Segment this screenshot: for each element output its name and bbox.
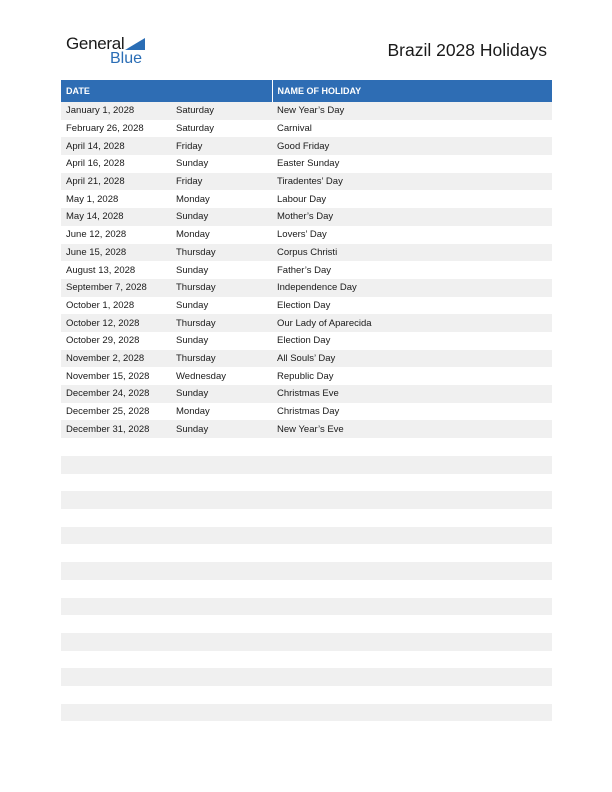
table-header-row [61,80,552,102]
holiday-date: November 15, 2028 [66,370,150,382]
table-row [61,190,552,208]
table-row [61,120,552,138]
holiday-weekday: Thursday [171,350,272,368]
holiday-weekday: Sunday [171,385,272,403]
empty-row [61,456,552,474]
holiday-date: November 2, 2028 [61,350,171,368]
table-row [61,102,552,120]
table-row [61,226,552,244]
logo-word-general: General [66,34,125,53]
table-row [61,208,552,226]
holiday-weekday: Sunday [176,158,209,170]
header-holiday-name: NAME OF HOLIDAY [272,80,552,102]
holiday-table [61,80,552,438]
page-title: Brazil 2028 Holidays [387,40,547,60]
holiday-name: New Year’s Day [272,102,552,120]
holiday-weekday: Thursday [171,279,272,297]
holiday-date: October 1, 2028 [66,299,135,311]
holiday-name: Easter Sunday [277,158,340,170]
holiday-weekday: Sunday [176,335,209,347]
table-row [61,297,552,315]
holiday-weekday: Thursday [171,244,272,262]
holiday-weekday: Friday [171,137,272,155]
holiday-date: February 26, 2028 [66,123,144,135]
table-row [61,244,552,262]
holiday-weekday: Thursday [171,314,272,332]
empty-row [61,562,552,580]
table-row [61,137,552,155]
holiday-date: April 21, 2028 [61,173,171,191]
holiday-weekday: Sunday [176,299,209,311]
holiday-name: New Year’s Eve [272,420,552,438]
holiday-weekday: Sunday [171,208,272,226]
holiday-date: January 1, 2028 [61,102,171,120]
holiday-name: Independence Day [272,279,552,297]
logo-word-blue: Blue [110,50,143,67]
holiday-name: All Souls’ Day [272,350,552,368]
table-row [61,173,552,191]
empty-row [61,527,552,545]
holiday-name: Election Day [277,335,331,347]
holiday-weekday: Saturday [176,123,215,135]
holiday-date: September 7, 2028 [61,279,171,297]
table-body [61,102,552,438]
holiday-date: June 15, 2028 [61,244,171,262]
holiday-date: May 14, 2028 [61,208,171,226]
holiday-weekday: Monday [176,229,210,241]
table-row [61,155,552,173]
holiday-name: Election Day [277,299,331,311]
table-row [61,261,552,279]
empty-row [61,633,552,651]
holiday-date: October 12, 2028 [61,314,171,332]
holiday-name: Mother’s Day [272,208,552,226]
holiday-date: April 14, 2028 [61,137,171,155]
holiday-date: April 16, 2028 [66,158,125,170]
empty-row [61,491,552,509]
holiday-name: Our Lady of Aparecida [272,314,552,332]
holiday-date: December 31, 2028 [61,420,171,438]
header-date: DATE [61,80,272,102]
holiday-date: June 12, 2028 [66,229,127,241]
table-row [61,403,552,421]
logo-triangle-icon [125,38,145,50]
holiday-date: October 29, 2028 [66,335,140,347]
holiday-weekday: Friday [171,173,272,191]
general-blue-logo [66,34,156,70]
holiday-name: Carnival [277,123,312,135]
holiday-date: May 1, 2028 [66,193,119,205]
holiday-weekday: Sunday [171,420,272,438]
table-row [61,332,552,350]
holiday-name: Tiradentes’ Day [272,173,552,191]
holiday-weekday: Monday [176,406,210,418]
holiday-name: Good Friday [272,137,552,155]
empty-row [61,598,552,616]
holiday-weekday: Monday [176,193,210,205]
holiday-name: Lovers’ Day [277,229,327,241]
holiday-weekday: Saturday [171,102,272,120]
table-row [61,279,552,297]
holiday-name: Corpus Christi [272,244,552,262]
empty-row [61,704,552,722]
empty-row [61,668,552,686]
table-row [61,314,552,332]
table-row [61,350,552,368]
holiday-date: December 24, 2028 [61,385,171,403]
table-row [61,385,552,403]
holiday-weekday: Wednesday [176,370,226,382]
holiday-name: Labour Day [277,193,327,205]
holiday-date: December 25, 2028 [66,406,150,418]
holiday-name: Father’s Day [277,264,332,276]
holiday-weekday: Sunday [176,264,209,276]
holiday-name: Christmas Eve [272,385,552,403]
table-row [61,420,552,438]
holiday-date: August 13, 2028 [66,264,136,276]
holiday-name: Republic Day [277,370,334,382]
holiday-name: Christmas Day [277,406,340,418]
table-row [61,367,552,385]
